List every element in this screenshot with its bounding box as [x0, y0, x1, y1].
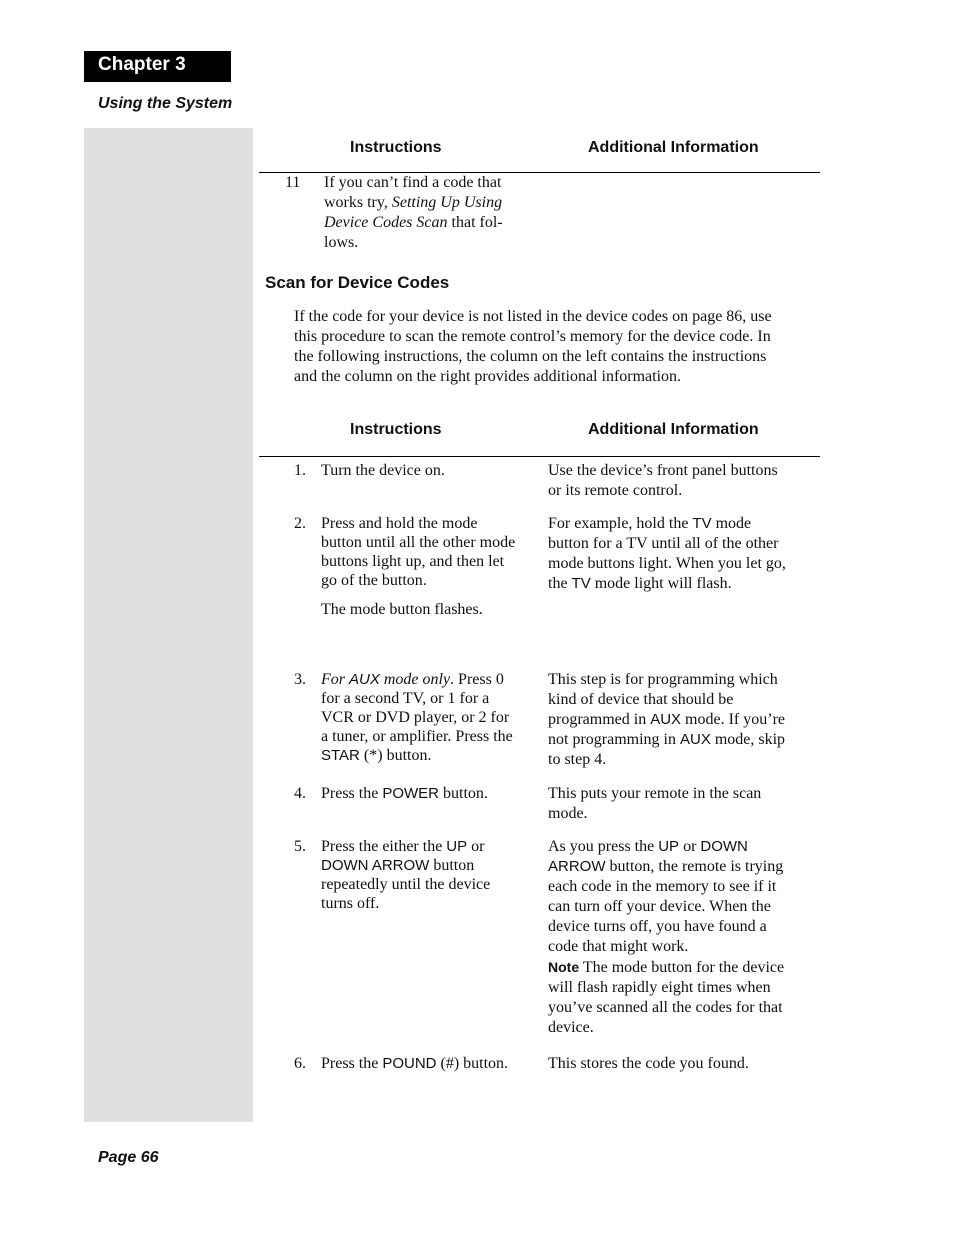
instruction-line: go of the button. [321, 572, 427, 589]
text-run: or [679, 838, 701, 855]
table2-header-rule [259, 456, 820, 457]
instruction-line: button until all the other mode [321, 534, 516, 551]
text-run: button. [439, 785, 488, 802]
text-run: (#) button. [436, 1055, 509, 1072]
text-run: Press the [321, 785, 383, 802]
text-run: The mode button for the device [579, 959, 785, 976]
button-name: UP [446, 838, 468, 855]
button-name: POWER [382, 785, 439, 802]
step6-info: This stores the code you found. [548, 1055, 749, 1072]
row11-line: lows. [324, 234, 359, 251]
page-number: Page 66 [98, 1149, 159, 1166]
step1-number: 1. [294, 462, 306, 479]
intro-line: this procedure to scan the remote control’s memory for the device code. In [294, 328, 771, 345]
instruction-line: a tuner, or amplifier. Press the [321, 728, 513, 745]
text-run: mode. If you’re [681, 711, 786, 728]
button-name: AUX [650, 711, 682, 728]
instruction-line: repeatedly until the device [321, 876, 491, 893]
step2-instruction-note: The mode button flashes. [321, 601, 483, 618]
button-name: STAR [321, 747, 360, 764]
text-run: For example, hold the [548, 515, 693, 532]
info-line: This puts your remote in the scan [548, 785, 762, 802]
instruction-line: for a second TV, or 1 for a [321, 690, 490, 707]
info-line: mode buttons light. When you let go, [548, 555, 786, 572]
table1-header-additional: Additional Information [588, 139, 759, 156]
text-run: (*) button. [359, 747, 432, 764]
text-run: Press the [321, 1055, 383, 1072]
note-line: you’ve scanned all the codes for that [548, 999, 783, 1016]
step2-number: 2. [294, 515, 306, 532]
info-line: kind of device that should be [548, 691, 734, 708]
chapter-label: Chapter 3 [98, 54, 186, 75]
info-line: or its remote control. [548, 482, 683, 499]
text-run: mode [711, 515, 752, 532]
cross-reference: Device Codes Scan [324, 214, 448, 231]
step3-info [548, 670, 813, 770]
note-label: Note [548, 959, 580, 975]
margin-bar [84, 128, 253, 1122]
text-run: or [467, 838, 485, 855]
scan-section-heading: Scan for Device Codes [265, 273, 450, 292]
button-name: ARROW [548, 858, 606, 875]
step4-number: 4. [294, 785, 306, 802]
instruction-line [321, 856, 536, 875]
table2-header-additional: Additional Information [588, 421, 759, 438]
instruction-line [321, 746, 536, 765]
intro-line: If the code for your device is not listed in the device codes on page 86, use [294, 308, 772, 325]
button-name: TV [692, 515, 712, 532]
step5-instruction [321, 837, 536, 913]
table1-row11-text [324, 173, 534, 253]
step2-info [548, 514, 813, 594]
text-run: button [429, 857, 475, 874]
table1-row11-number: 11 [285, 174, 301, 191]
info-line [548, 710, 813, 730]
step1-info [548, 461, 813, 501]
step6-instruction [321, 1054, 508, 1074]
text-run: programmed in [548, 711, 651, 728]
info-line: mode. [548, 805, 588, 822]
text-run: the [548, 575, 572, 592]
info-line [548, 837, 813, 857]
step4-instruction [321, 784, 488, 804]
info-line: code that might work. [548, 938, 689, 955]
row11-line [324, 193, 534, 213]
button-name: UP [658, 838, 680, 855]
text-run: . Press 0 [450, 671, 504, 688]
info-line: each code in the memory to see if it [548, 878, 777, 895]
step2-instruction [321, 514, 536, 590]
info-line [548, 514, 813, 534]
instruction-line: turns off. [321, 895, 380, 912]
text-run: works try, [324, 194, 392, 211]
instruction-line: buttons light up, and then let [321, 553, 505, 570]
table2-header-instructions: Instructions [350, 421, 442, 438]
button-name: TV [571, 575, 591, 592]
info-line [548, 857, 813, 877]
text-run: Press the either the [321, 838, 447, 855]
button-name: POUND [382, 1055, 437, 1072]
button-name: DOWN ARROW [321, 857, 430, 874]
info-line [548, 574, 813, 594]
info-line: Use the device’s front panel buttons [548, 462, 778, 479]
info-line: This step is for programming which [548, 671, 778, 688]
row11-line: If you can’t find a code that [324, 174, 502, 191]
instruction-line: VCR or DVD player, or 2 for [321, 709, 510, 726]
button-name: AUX [679, 731, 711, 748]
note-line: will flash rapidly eight times when [548, 979, 771, 996]
text-run: that fol- [447, 214, 503, 231]
intro-line: and the column on the right provides additional information. [294, 368, 682, 385]
step3-number: 3. [294, 671, 306, 688]
step4-info [548, 784, 813, 824]
note-line [548, 957, 813, 978]
cross-reference: Setting Up Using [391, 194, 503, 211]
step6-number: 6. [294, 1055, 306, 1072]
info-line: to step 4. [548, 751, 607, 768]
scan-intro-paragraph [294, 307, 814, 387]
button-name: AUX [349, 671, 380, 688]
button-name: DOWN [700, 838, 748, 855]
text-run: mode, skip [710, 731, 786, 748]
instruction-line: Press and hold the mode [321, 515, 478, 532]
row11-line [324, 213, 534, 233]
instruction-line [321, 670, 536, 689]
intro-line: the following instructions, the column on the left contains the instructions [294, 348, 767, 365]
step3-instruction [321, 670, 536, 765]
note-line: device. [548, 1019, 594, 1036]
text-run: not programming in [548, 731, 680, 748]
text-run: mode only [379, 671, 451, 688]
text-run: As you press the [548, 838, 659, 855]
step1-instruction: Turn the device on. [321, 462, 445, 479]
text-run: For [321, 671, 349, 688]
instruction-line [321, 837, 536, 856]
text-run: button, the remote is trying [605, 858, 784, 875]
info-line: device turns off, you have found a [548, 918, 767, 935]
info-line: button for a TV until all of the other [548, 535, 779, 552]
info-line: can turn off your device. When the [548, 898, 771, 915]
info-line [548, 730, 813, 750]
section-label: Using the System [98, 95, 233, 112]
text-run: mode light will flash. [590, 575, 732, 592]
table1-header-instructions: Instructions [350, 139, 442, 156]
step5-info [548, 837, 813, 1038]
step5-number: 5. [294, 838, 306, 855]
